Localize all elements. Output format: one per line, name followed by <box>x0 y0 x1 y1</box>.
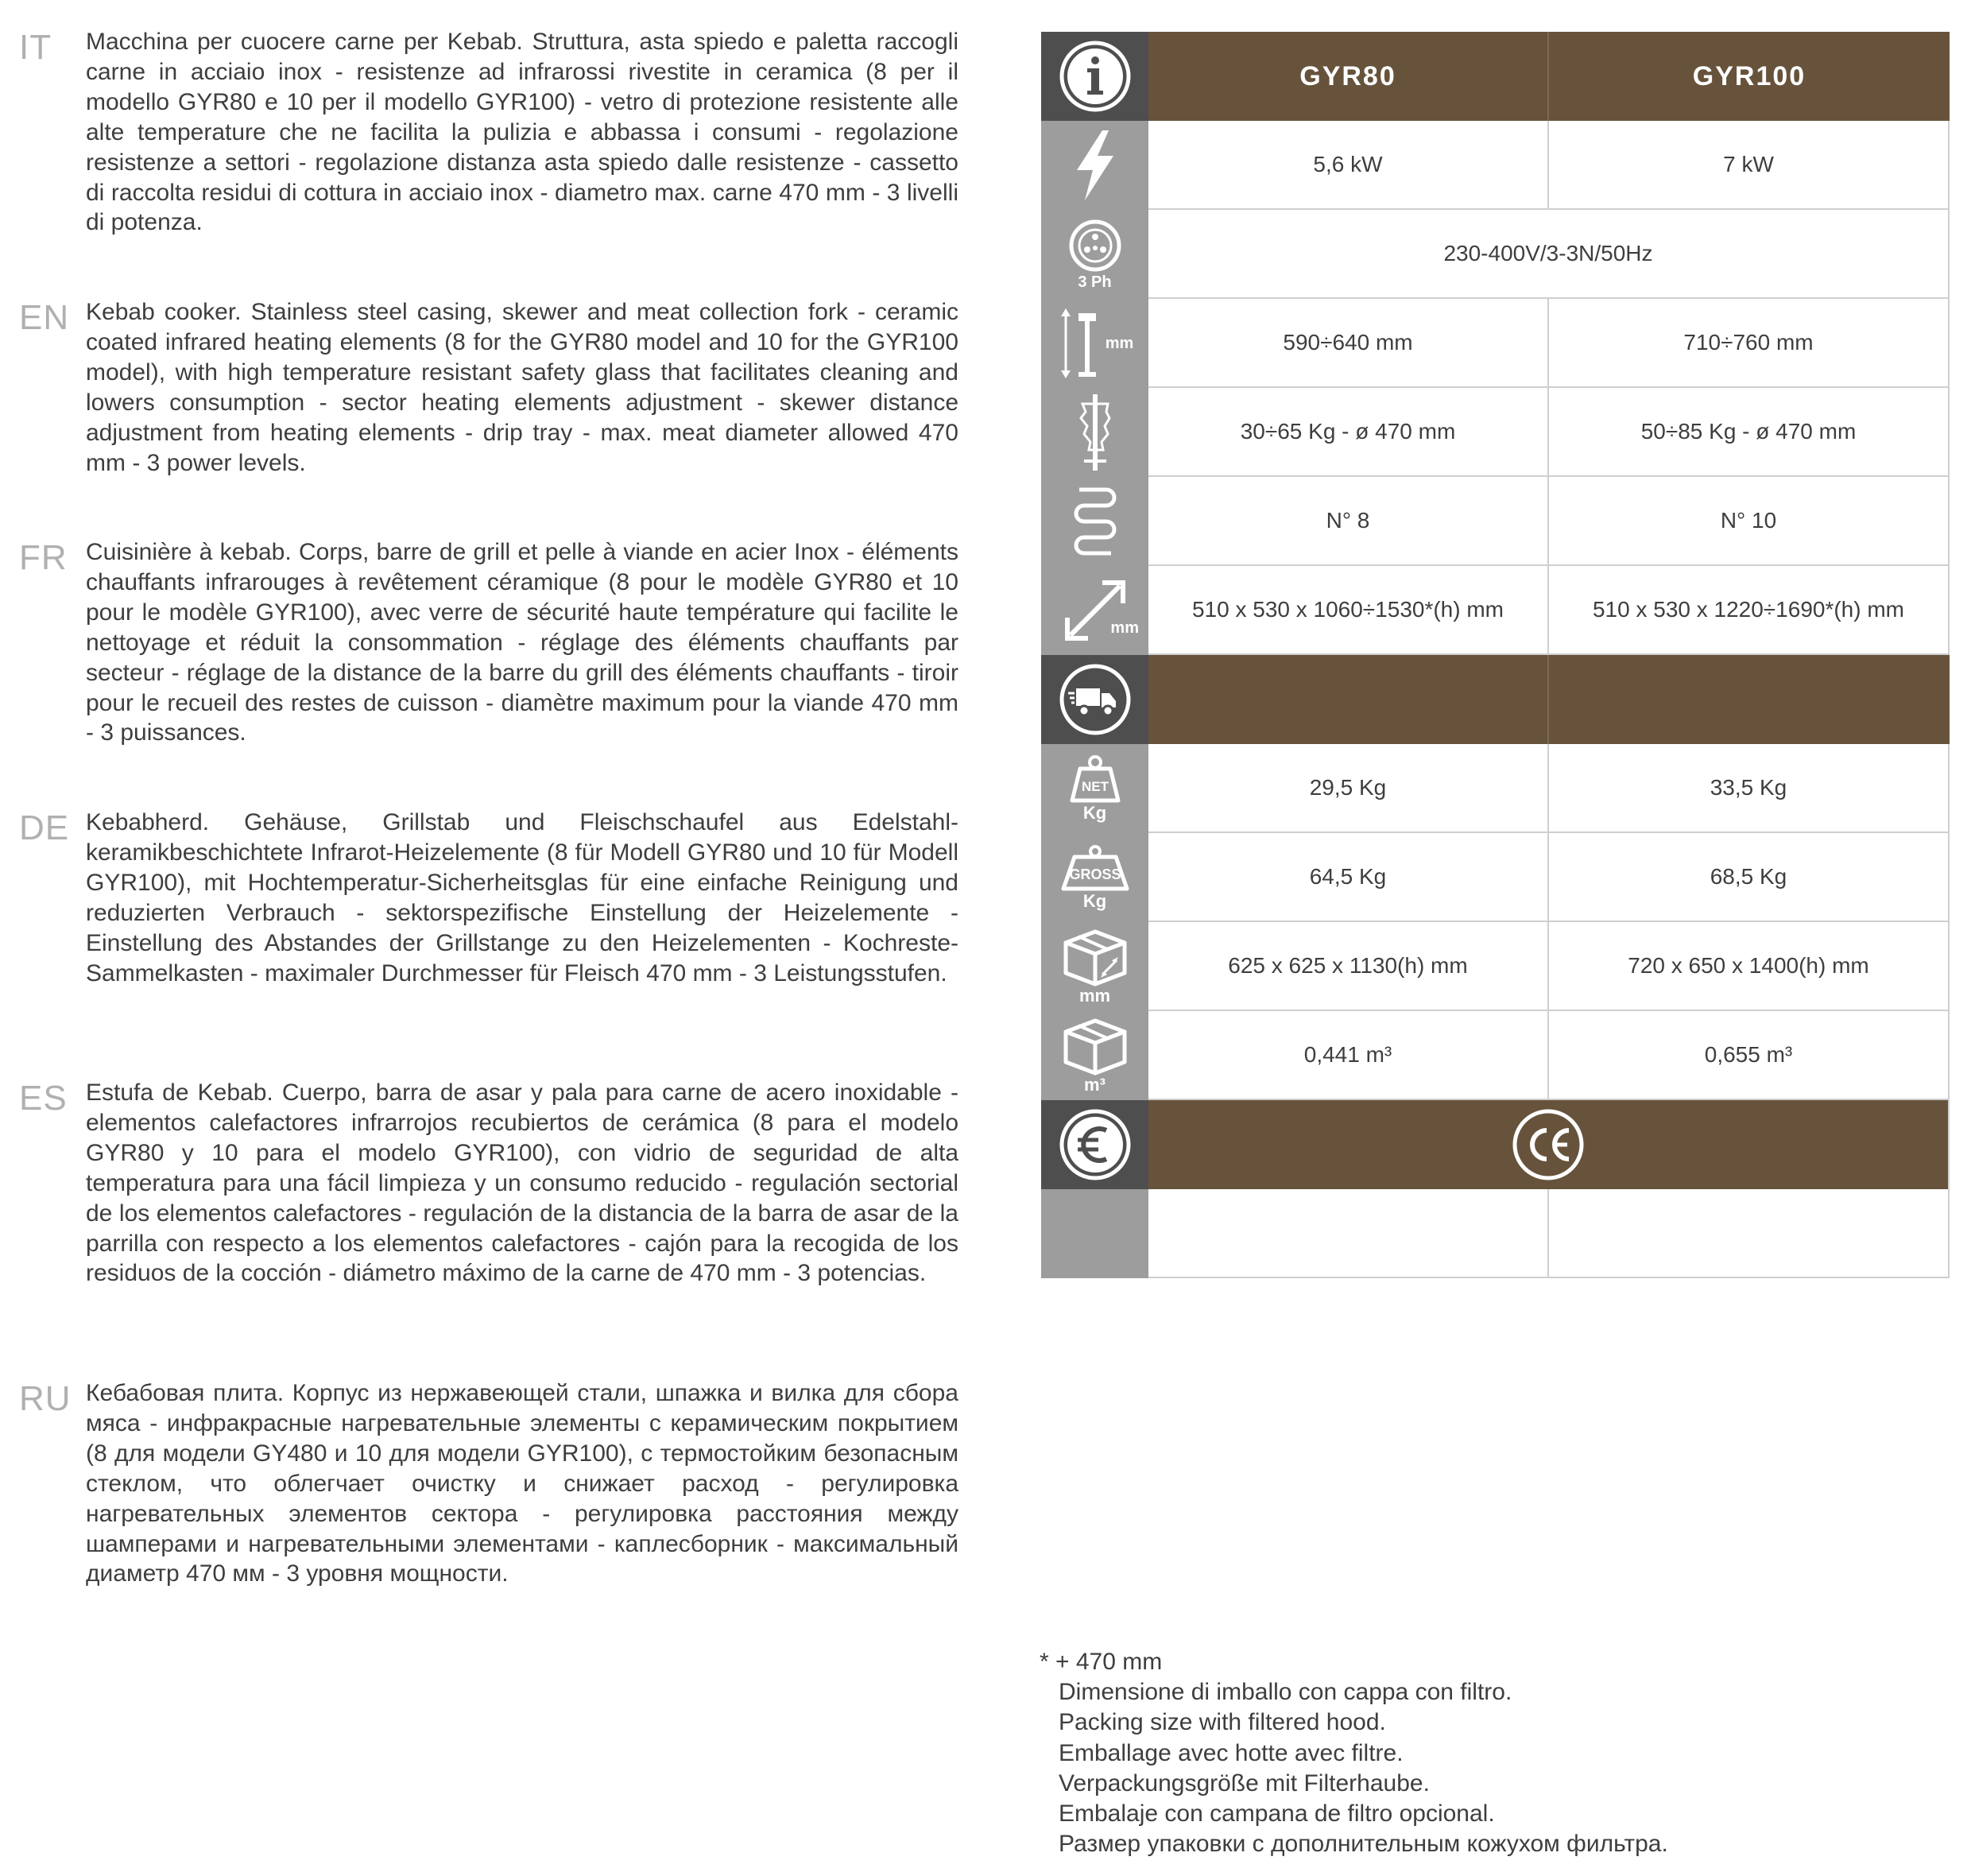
table-cell: 590÷640 mm <box>1148 299 1549 388</box>
model-header: GYR100 <box>1549 32 1950 121</box>
table-row <box>1041 477 1950 566</box>
icon-label: Kg <box>1082 803 1107 823</box>
model-header: GYR80 <box>1148 32 1549 121</box>
icon-badge: GROSS <box>1068 866 1121 882</box>
table-cell: 33,5 Kg <box>1549 744 1950 833</box>
heating-element-icon <box>1041 477 1148 566</box>
lang-code: IT <box>19 28 52 67</box>
euro-icon <box>1041 1100 1148 1189</box>
description-text: Кебабовая плита. Корпус из нержавеющей стали, шпажка и вилка для сбора мяса - инфракрасные нагревательные элементы с керамическим покрытием (8 для модели GY480 и 10 для модели GYR100), с термостойким безопасным стеклом, что облегчает очистку и снижает расход - регулировка нагревательных элементов сектора - регулировка расстояния между шамперами и нагревательными элементами - каплесборник - максимальный диаметр 470 мм - 3 уровня мощности. <box>86 1380 958 1587</box>
table-cell: 710÷760 mm <box>1549 299 1950 388</box>
description-text: Estufa de Kebab. Cuerpo, barra de asar y pala para carne de acero inoxidable - elementos calefactores infrarrojos recubiertos de cerámica (8 para el modelo GYR80 y 10 para el modelo GYR100), con vidrio de seguridad de alta temperatura para una fácil limpieza y un consumo reducido - regulación sectorial de los elementos calefactores - regulación de la distancia de la barra de asar de la parrilla con respecto a los elementos calefactores - cajón para la recogida de los residuos de la cocción - diámetro máximo de la carne de 470 mm - 3 potencias. <box>86 1079 958 1287</box>
price-row-icon-cell <box>1041 1189 1148 1278</box>
footnote-line: Размер упаковки с дополнительным кожухом фильтра. <box>1059 1831 1668 1858</box>
table-cell: 0,655 m³ <box>1549 1011 1950 1100</box>
table-cell-empty <box>1148 655 1549 744</box>
table-row <box>1041 744 1950 833</box>
shipping-header-row <box>1041 655 1950 744</box>
footnote <box>1040 1647 1946 1859</box>
table-cell: 7 kW <box>1549 121 1950 210</box>
icon-label: mm <box>1078 986 1111 1006</box>
lang-code: EN <box>19 298 70 337</box>
icon-label: mm <box>1110 619 1139 637</box>
table-header-row <box>1041 32 1950 121</box>
table-row <box>1041 922 1950 1011</box>
description-column <box>0 0 978 1876</box>
price-cell <box>1148 1189 1549 1278</box>
description-text: Cuisinière à kebab. Corps, barre de grill et pelle à viande en acier Inox - éléments chauffants infrarouges à revêtement céramique (8 pour le modèle GYR80 et 10 pour le modèle GYR100), avec verre de sécurité haute température qui facilite le nettoyage et réduit la consommation - réglage des éléments chauffants par secteur - réglage de la distance de la barre du grill des éléments chauffants - tiroir pour le recueil des restes de cuisson - diamètre maximum pour la viande 470 mm - 3 puissances. <box>86 539 958 746</box>
table-cell: 30÷65 Kg - ø 470 mm <box>1148 388 1549 477</box>
table-cell: 0,441 m³ <box>1148 1011 1549 1100</box>
ce-cell <box>1148 1100 1950 1189</box>
three-phase-plug-icon <box>1041 210 1148 299</box>
package-size-icon <box>1041 922 1148 1011</box>
price-cell <box>1549 1189 1950 1278</box>
footnote-line: Dimensione di imballo con cappa con filtro. <box>1059 1679 1512 1706</box>
delivery-truck-icon <box>1041 655 1148 744</box>
footnote-line: Emballage avec hotte avec filtre. <box>1059 1739 1404 1766</box>
table-cell: 625 x 625 x 1130(h) mm <box>1148 922 1549 1011</box>
icon-label: m³ <box>1084 1075 1106 1095</box>
table-cell: 720 x 650 x 1400(h) mm <box>1549 922 1950 1011</box>
dimensions-icon <box>1041 566 1148 655</box>
table-cell: 64,5 Kg <box>1148 833 1549 922</box>
description-text: Macchina per cuocere carne per Kebab. Struttura, asta spiedo e paletta raccogli carne in acciaio inox - resistenze ad infrarossi rivestite in ceramica (8 per il modello GYR80 e 10 per il modello GYR100) - vetro di protezione resistente alle alte temperature che ne facilita la pulizia e abbassa i consumi - regolazione resistenze a settori - regolazione distanza asta spiedo dalle resistenze - cassetto di raccolta residui di cottura in acciaio inox - diametro max. carne 470 mm - 3 livelli di potenza. <box>86 29 958 236</box>
icon-badge: NET <box>1081 779 1109 794</box>
table-row <box>1041 388 1950 477</box>
table-cell-empty <box>1549 655 1950 744</box>
lang-code: FR <box>19 538 68 577</box>
package-volume-icon <box>1041 1011 1148 1100</box>
table-row <box>1041 566 1950 655</box>
ce-mark-icon <box>1510 1107 1586 1183</box>
description-text: Kebabherd. Gehäuse, Grillstab und Fleischschaufel aus Edelstahl- keramikbeschichtete Infrarot-Heizelemente (8 für Modell GYR80 und 10 für Modell GYR100), mit Hochtemperatur-Sicherheitsglas für eine einfache Reinigung und reduzierten Verbrauch - sektorspezifische Einstellung der Heizelemente - Einstellung des Abstandes der Grillstange zu den Heizelementen - Kochreste-Sammelkasten - maximaler Durchmesser für Fleisch 470 mm - 3 Leistungsstufen. <box>86 809 958 986</box>
icon-label: mm <box>1105 334 1134 352</box>
table-cell: 510 x 530 x 1060÷1530*(h) mm <box>1148 566 1549 655</box>
table-row <box>1041 210 1950 299</box>
price-header-row <box>1041 1100 1950 1189</box>
icon-label: Kg <box>1082 891 1107 911</box>
table-row <box>1041 299 1950 388</box>
footnote-line: Verpackungsgröße mit Filterhaube. <box>1059 1769 1430 1797</box>
footnote-asterisk: * + 470 mm <box>1040 1649 1163 1675</box>
lang-code: ES <box>19 1079 68 1118</box>
meat-capacity-icon <box>1041 388 1148 477</box>
table-cell: N° 10 <box>1549 477 1950 566</box>
table-cell: 68,5 Kg <box>1549 833 1950 922</box>
gross-weight-icon <box>1041 833 1148 922</box>
footnote-line: Packing size with filtered hood. <box>1059 1709 1386 1736</box>
description-text: Kebab cooker. Stainless steel casing, skewer and meat collection fork - ceramic coated infrared heating elements (8 for the GYR80 model and 10 for the GYR100 model), with high temperature resistant safety glass that facilitates cleaning and lowers consumption - sector heating elements adjustment - skewer distance adjustment from heating elements - drip tray - max. meat diameter allowed 470 mm - 3 power levels. <box>86 299 958 476</box>
net-weight-icon <box>1041 744 1148 833</box>
icon-label: 3 Ph <box>1078 273 1112 291</box>
table-cell: N° 8 <box>1148 477 1549 566</box>
table-cell: 50÷85 Kg - ø 470 mm <box>1549 388 1950 477</box>
lang-code: DE <box>19 808 70 847</box>
table-cell: 5,6 kW <box>1148 121 1549 210</box>
table-cell: 29,5 Kg <box>1148 744 1549 833</box>
footnote-line: Embalaje con campana de filtro opcional. <box>1059 1800 1495 1828</box>
table-cell: 230-400V/3-3N/50Hz <box>1148 210 1950 299</box>
lang-code: RU <box>19 1379 72 1418</box>
table-row <box>1041 121 1950 210</box>
table-row <box>1041 1011 1950 1100</box>
table-row <box>1041 833 1950 922</box>
table-cell: 510 x 530 x 1220÷1690*(h) mm <box>1549 566 1950 655</box>
power-bolt-icon <box>1041 121 1148 210</box>
price-row <box>1041 1189 1950 1278</box>
skewer-height-icon <box>1041 299 1148 388</box>
info-icon <box>1041 32 1148 121</box>
